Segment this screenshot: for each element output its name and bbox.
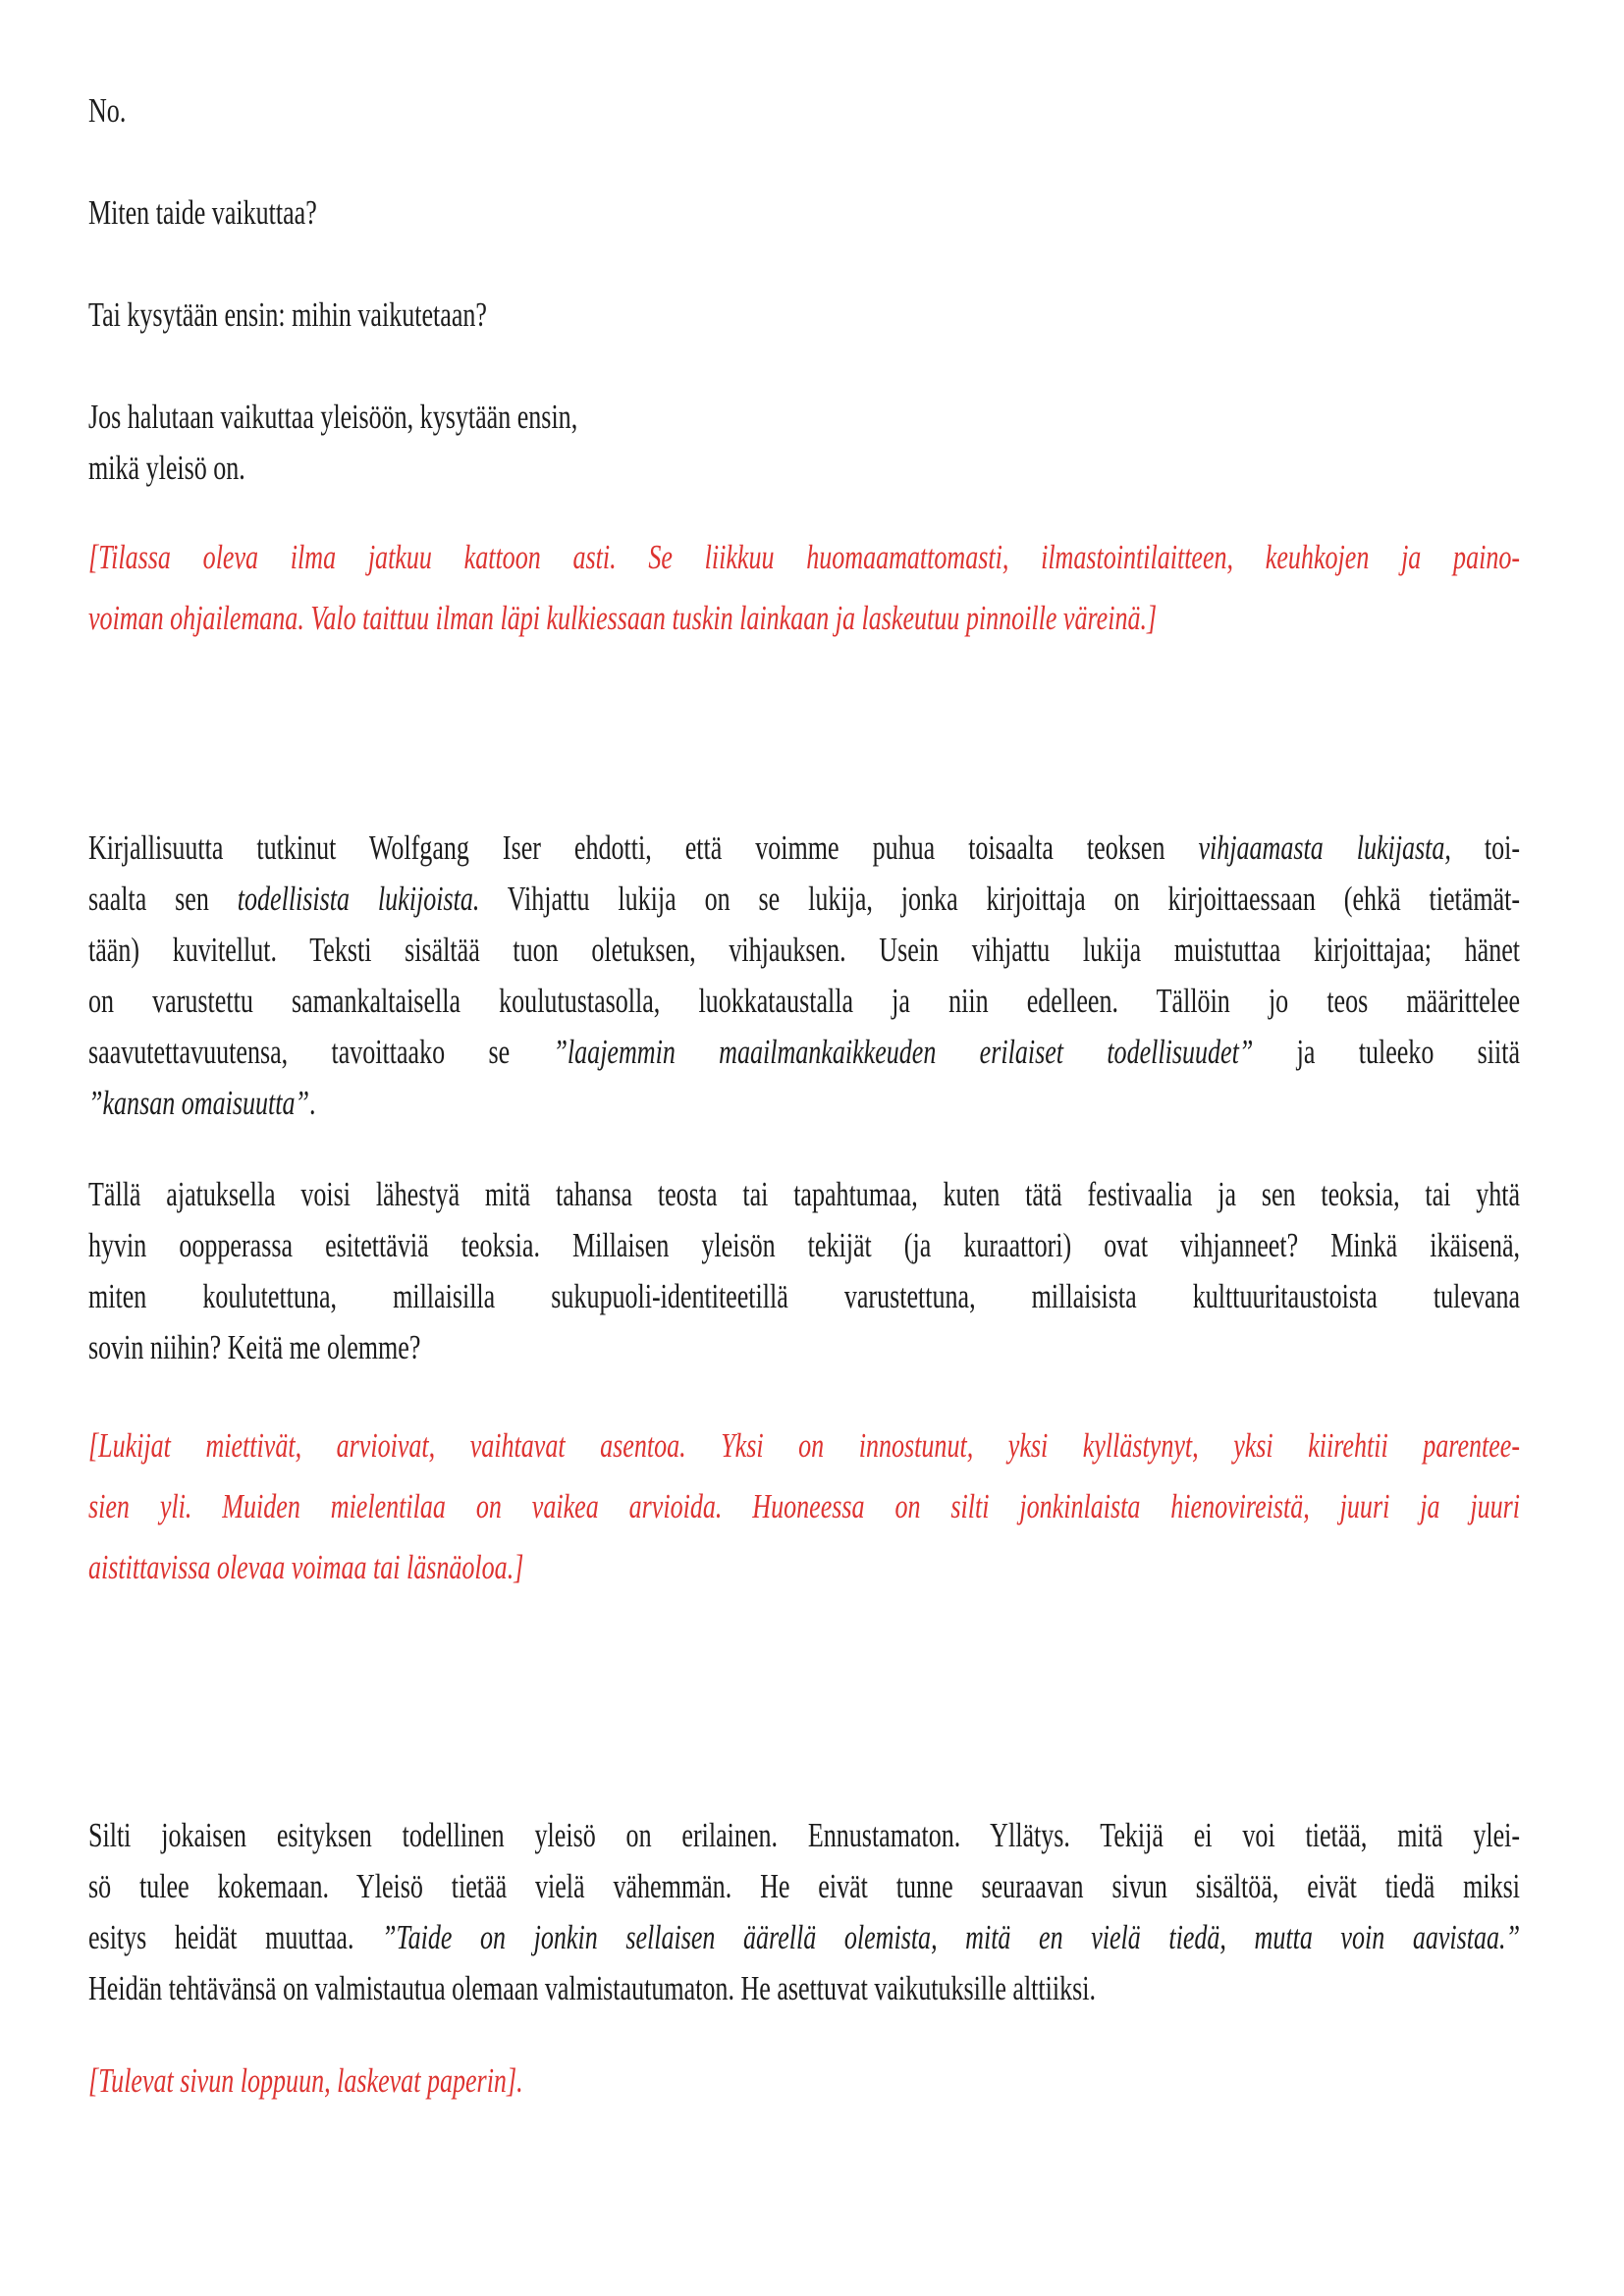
opening-line-5: mikä yleisö on. (88, 449, 245, 487)
text-line: sovin niihin? Keitä me olemme? (88, 1328, 421, 1366)
stage-direction-3 (88, 2051, 1520, 2111)
text-segment: esitys heidät muuttaa. (88, 1918, 383, 1956)
text-line: voiman ohjailemana. Valo taittuu ilman läpi kulkiessaan tuskin lainkaan ja laskeutuu pinnoille väreinä.] (88, 599, 1158, 637)
text-segment: saavutettavuutensa, tavoittaako se (88, 1033, 554, 1071)
emphasis-italic: vihjaamasta lukijasta, (1198, 828, 1451, 867)
opening-line-1: No. (88, 91, 127, 130)
text-line: Silti jokaisen esityksen todellinen yleisö on erilainen. Ennustamaton. Yllätys. Tekijä ei voi tietää, mitä ylei- (88, 1816, 1521, 1854)
text-line: [Tulevat sivun loppuun, laskevat paperin]. (88, 2061, 523, 2100)
text-line: hyvin oopperassa esitettäviä teoksia. Millaisen yleisön tekijät (ja kuraattori) ovat vihjanneet? Minkä ikäisenä, (88, 1226, 1521, 1264)
stage-direction-2 (88, 1415, 1520, 1598)
opening-line-4: Jos halutaan vaikuttaa yleisöön, kysytään ensin, (88, 398, 578, 436)
text-line: [Tilassa oleva ilma jatkuu kattoon asti. Se liikkuu huomaamattomasti, ilmastointilaitteen, keuhkojen ja paino- (88, 538, 1521, 576)
text-segment: Kirjallisuutta tutkinut Wolfgang Iser ehdotti, että voimme puhua toisaalta teoksen (88, 828, 1199, 867)
text-line (88, 874, 1520, 925)
text-segment: ja tuleeko siitä (1253, 1033, 1521, 1071)
text-line: Heidän tehtävänsä on valmistautua olemaan valmistautumaton. He asettuvat vaikutuksille alttiiksi. (88, 1969, 1097, 2007)
text-segment: . (308, 1084, 316, 1122)
emphasis-italic: todellisista lukijoista. (237, 880, 480, 918)
text-line: sö tulee kokemaan. Yleisö tietää vielä vähemmän. He eivät tunne seuraavan sivun sisältöä, eivät tiedä miksi (88, 1867, 1521, 1905)
text-line (88, 1078, 1520, 1129)
emphasis-italic-quote: ”Taide on jonkin sellaisen äärellä olemista, mitä en vielä tiedä, mutta voin aavistaa.” (382, 1918, 1521, 1956)
emphasis-italic-quote: ”laajemmin maailmankaikkeuden erilaiset todellisuudet” (553, 1033, 1254, 1071)
text-line (88, 823, 1520, 874)
text-segment: Vihjattu lukija on se lukija, jonka kirjoittaja on kirjoittaessaan (ehkä tietämät- (479, 880, 1521, 918)
paragraph-iser (88, 823, 1520, 1129)
emphasis-italic-quote: ”kansan omaisuutta” (88, 1084, 309, 1122)
opening-line-2: Miten taide vaikuttaa? (88, 193, 317, 232)
text-line: Tällä ajatuksella voisi lähestyä mitä tahansa teosta tai tapahtumaa, kuten tätä festivaalia ja sen teoksia, tai yhtä (88, 1175, 1521, 1213)
stage-direction-1 (88, 527, 1520, 649)
text-line: aistittavissa olevaa voimaa tai läsnäoloa.] (88, 1548, 524, 1586)
text-segment: saalta sen (88, 880, 238, 918)
text-line: sien yli. Muiden mielentilaa on vaikea arvioida. Huoneessa on silti jonkinlaista hienovireistä, juuri ja juuri (88, 1487, 1521, 1525)
text-line (88, 1912, 1520, 1963)
text-line: on varustettu samankaltaisella koulutustasolla, luokkataustalla ja niin edelleen. Tällöin jo teos määrittelee (88, 982, 1521, 1020)
text-line (88, 1027, 1520, 1078)
text-line: miten koulutettuna, millaisilla sukupuoli-identiteetillä varustettuna, millaisista kulttuuritaustoista tulevana (88, 1277, 1521, 1315)
opening-line-3: Tai kysytään ensin: mihin vaikutetaan? (88, 295, 487, 334)
text-line: tään) kuvitellut. Teksti sisältää tuon oletuksen, vihjauksen. Usein vihjattu lukija muistuttaa kirjoittajaa; hänet (88, 931, 1521, 969)
paragraph-audience (88, 1169, 1520, 1373)
text-column (88, 0, 1520, 2111)
paragraph-real-audience (88, 1810, 1520, 2014)
text-segment: toi- (1450, 828, 1521, 867)
text-line: [Lukijat miettivät, arvioivat, vaihtavat asentoa. Yksi on innostunut, yksi kyllästynyt, yksi kiirehtii parentee- (88, 1426, 1521, 1465)
